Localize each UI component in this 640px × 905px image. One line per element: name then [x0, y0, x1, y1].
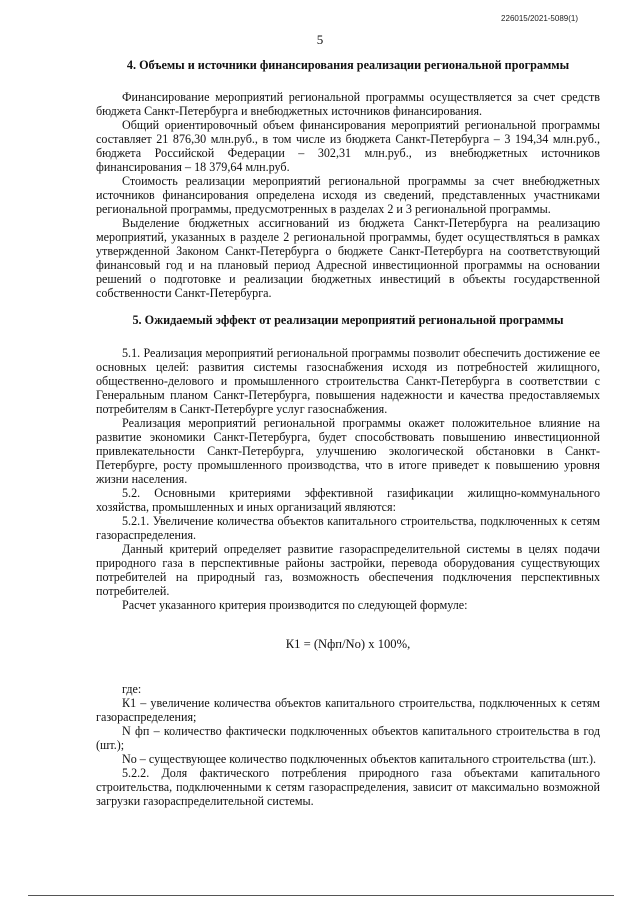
section-4-paragraph-4: Выделение бюджетных ассигнований из бюджета Санкт-Петербурга на реализацию мероприятий, указанных в разделе 2 региональной программы, будет осуществляться в рамках утвержденной Законом Санкт-Петербурга о бюджете Санкт-Петербурга на соответствующий финансовый год и на плановый период Адресной инвестиционной программы на основании решений о подготовке и реализации бюджетных инвестиций в объекты государственной собственности Санкт-Петербурга. [96, 216, 600, 300]
section-5-paragraph-5: Данный критерий определяет развитие газораспределительной системы в целях подачи природного газа в перспективные районы застройки, перевода оборудования существующих потребителей на природный газ, возможность обеспечения подключения перспективных потребителей. [96, 542, 600, 598]
section-5-paragraph-1: 5.1. Реализация мероприятий региональной программы позволит обеспечить достижение ее основных целей: развития системы газоснабжения исходя из потребностей жилищного, общественно-делового и промышленного строительства Санкт-Петербурга в соответствии с Генеральным планом Санкт-Петербурга, повышения надежности и качества предоставляемых потребителям в Санкт-Петербурге услуг газоснабжения. [96, 346, 600, 416]
section-5-paragraph-2: Реализация мероприятий региональной программы окажет положительное влияние на развитие экономики Санкт-Петербурга, будет способствовать повышению инвестиционной привлекательности Санкт-Петербурга, улучшению экологической обстановки в Санкт-Петербурге, росту промышленного производства, что в итоге приведет к повышению уровня жизни населения. [96, 416, 600, 486]
formula-k1: К1 = (Nфп/Nо) х 100%, [285, 637, 411, 651]
page-number: 5 [316, 32, 324, 47]
section-5-paragraph-7: 5.2.2. Доля фактического потребления природного газа объектами капитального строительства, подключенными к сетям газораспределения, зависит от максимально возможной загрузки газораспределительной системы. [96, 766, 600, 808]
formula-where-label: где: [122, 682, 142, 696]
section-5-paragraph-3: 5.2. Основными критериями эффективной газификации жилищно-коммунального хозяйства, промышленных и иных организаций являются: [96, 486, 600, 514]
formula-definition-k1: К1 – увеличение количества объектов капитального строительства, подключенных к сетям газораспределения; [96, 696, 600, 724]
section-5-paragraph-6: Расчет указанного критерия производится по следующей формуле: [122, 598, 468, 612]
section-4-title: 4. Объемы и источники финансирования реализации региональной программы [126, 58, 570, 72]
section-5-title: 5. Ожидаемый эффект от реализации мероприятий региональной программы [132, 313, 564, 327]
document-number: 226015/2021-5089(1) [501, 14, 578, 23]
document-body [96, 57, 600, 808]
section-4-paragraph-2: Общий ориентировочный объем финансирования мероприятий региональной программы составляет 21 876,30 млн.руб., в том числе из бюджета Санкт-Петербурга – 3 194,34 млн.руб., бюджета Российской Федерации – 302,31 млн.руб., из внебюджетных источников финансирования – 18 379,64 млн.руб. [96, 118, 600, 174]
section-4-paragraph-1: Финансирование мероприятий региональной программы осуществляется за счет средств бюджета Санкт-Петербурга и внебюджетных источников финансирования. [96, 90, 600, 118]
formula-definition-no: Nо – существующее количество подключенных объектов капитального строительства (шт.). [122, 752, 597, 766]
bottom-border-line [28, 895, 614, 896]
formula-definition-nfp: N фп – количество фактически подключенных объектов капитального строительства в год (шт.); [96, 724, 600, 752]
section-4-paragraph-3: Стоимость реализации мероприятий региональной программы за счет внебюджетных источников финансирования определена исходя из сведений, представленных участниками региональной программы, предусмотренных в разделах 2 и 3 региональной программы. [96, 174, 600, 216]
section-5-paragraph-4: 5.2.1. Увеличение количества объектов капитального строительства, подключенных к сетям газораспределения. [96, 514, 600, 542]
